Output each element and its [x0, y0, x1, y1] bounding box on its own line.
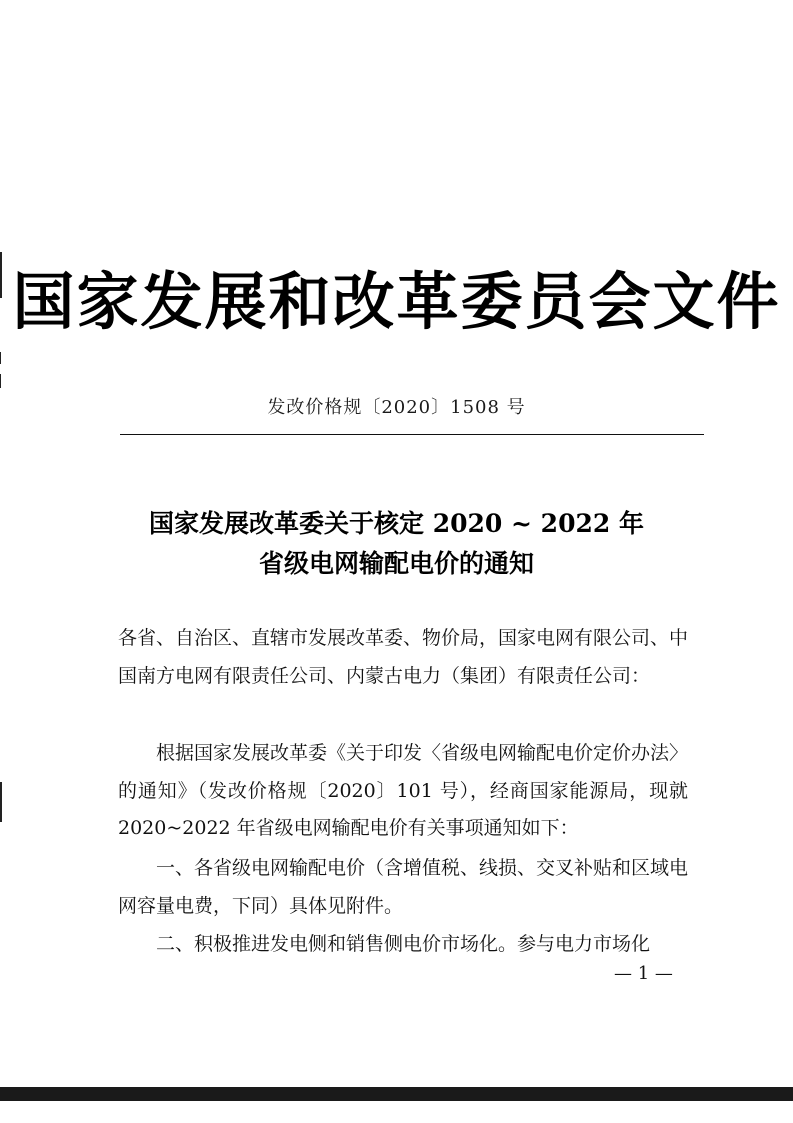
scan-edge-mark — [0, 352, 1, 364]
page-number: — 1 — — [614, 963, 673, 984]
document-number: 发改价格规〔2020〕1508 号 — [267, 397, 526, 418]
notice-title-line1: 国家发展改革委关于核定 2020 ~ 2022 年 — [149, 509, 644, 538]
issuer-title: 国家发展和改革委员会文件 — [12, 265, 781, 338]
header-divider — [120, 434, 704, 435]
paragraph-item-2: 二、积极推进发电侧和销售侧电价市场化。参与电力市场化 — [156, 933, 651, 955]
scan-edge-mark — [0, 782, 2, 822]
scan-bottom-bar — [0, 1087, 793, 1101]
paragraph-item-1: 一、各省级电网输配电价（含增值税、线损、交叉补贴和区域电网容量电费，下同）具体见附件。 — [118, 857, 689, 917]
notice-title-line2: 省级电网输配电价的通知 — [258, 549, 534, 578]
paragraph-intro: 根据国家发展改革委《关于印发〈省级电网输配电价定价办法〉的通知》（发改价格规〔2020〕101 号），经商国家能源局，现就 2020~2022 年省级电网输配电价有关事项通知如下： — [118, 742, 689, 839]
salutation: 各省、自治区、直辖市发展改革委、物价局，国家电网有限公司、中国南方电网有限责任公司、内蒙古电力（集团）有限责任公司： — [118, 627, 689, 687]
scan-edge-mark — [0, 374, 1, 388]
